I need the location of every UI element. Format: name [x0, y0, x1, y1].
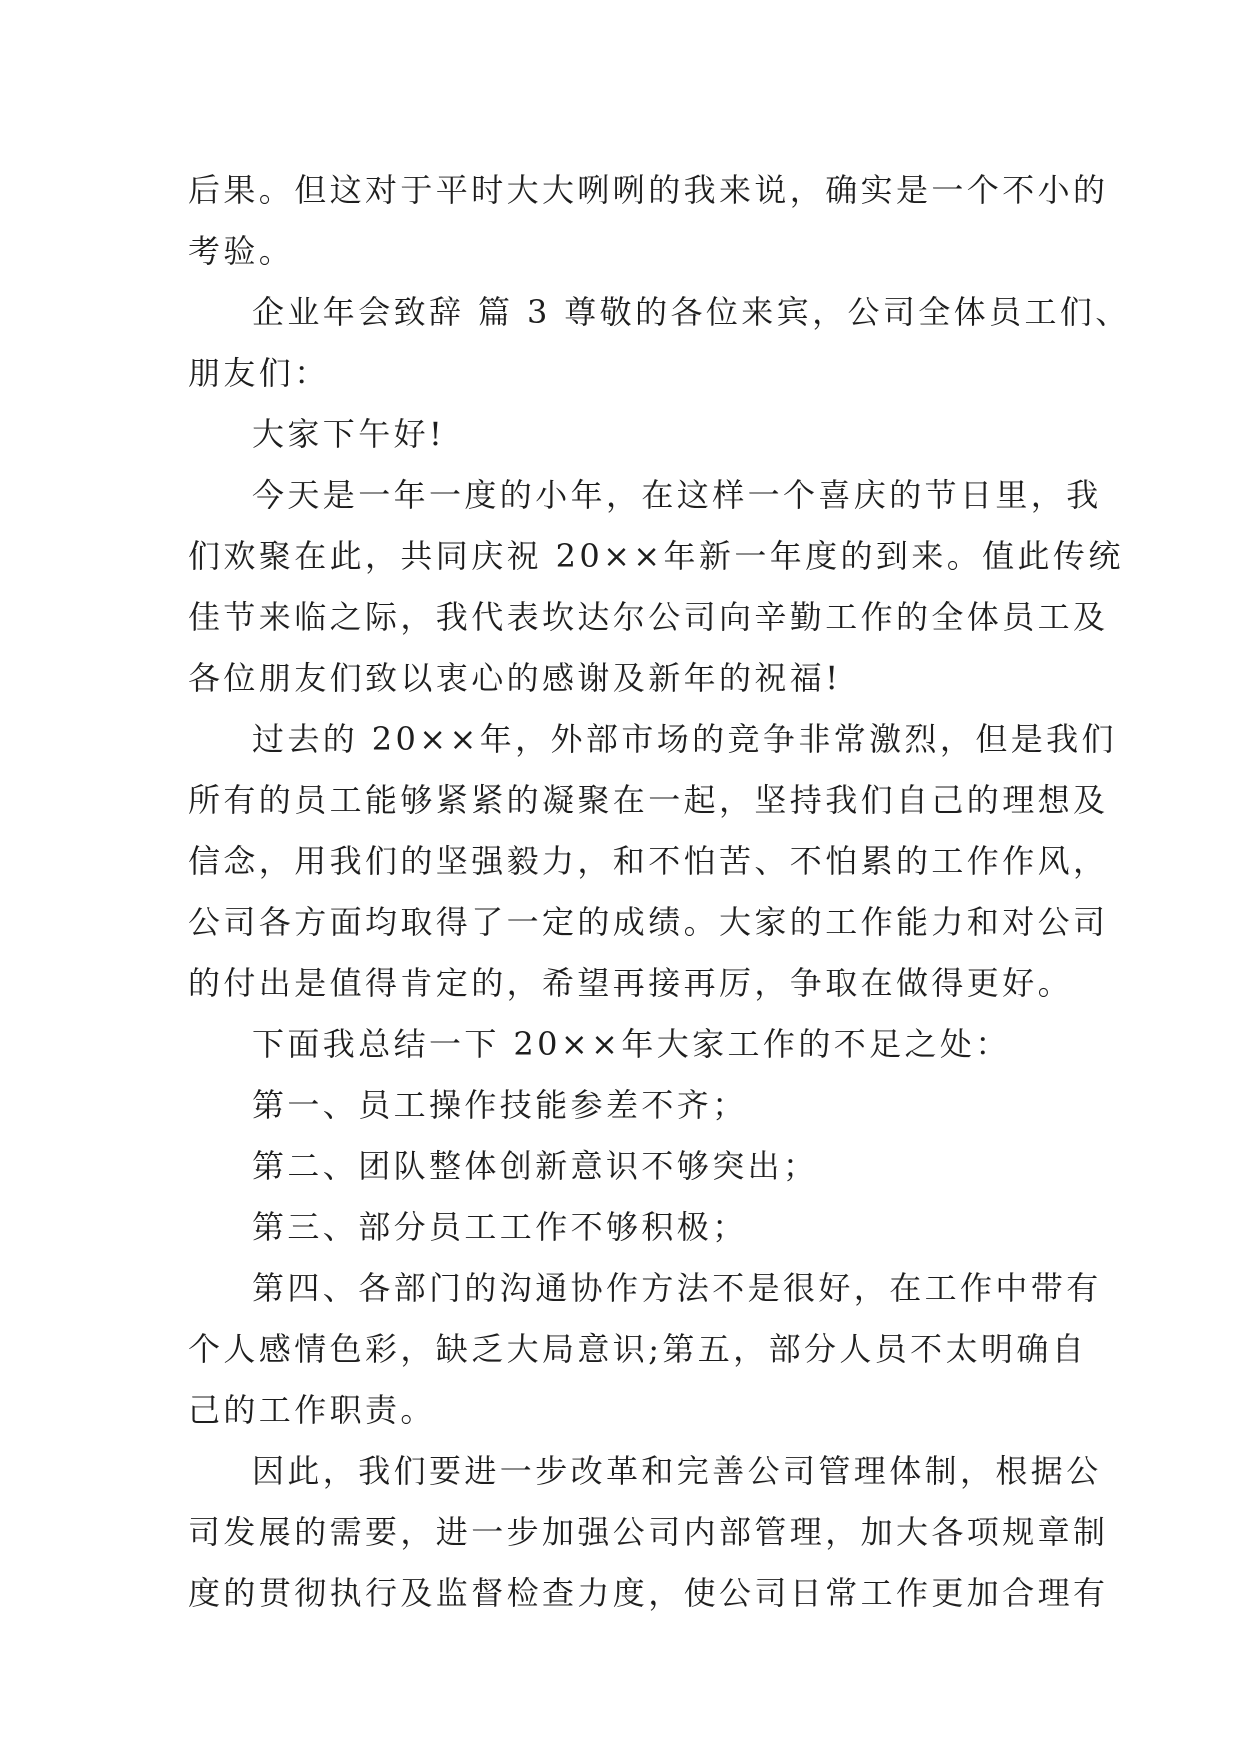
- text-line: 今天是一年一度的小年，在这样一个喜庆的节日里，我: [252, 476, 1102, 514]
- text-line: 己的工作职责。: [188, 1391, 436, 1429]
- document-body: [188, 160, 1131, 1624]
- text-line: 因此，我们要进一步改革和完善公司管理体制，根据公: [252, 1452, 1102, 1490]
- text-line: 所有的员工能够紧紧的凝聚在一起，坚持我们自己的理想及: [188, 781, 1109, 819]
- text-line: 公司各方面均取得了一定的成绩。大家的工作能力和对公司: [188, 903, 1109, 941]
- text-line: 各位朋友们致以衷心的感谢及新年的祝福!: [188, 659, 842, 697]
- greeting-line: 大家下午好!: [252, 415, 446, 453]
- text-line: 考验。: [188, 232, 295, 270]
- list-item-line: 第一、员工操作技能参差不齐；: [252, 1086, 748, 1124]
- text-line: 佳节来临之际，我代表坎达尔公司向辛勤工作的全体员工及: [188, 598, 1109, 636]
- text-line: 们欢聚在此，共同庆祝 20××年新一年度的到来。值此传统: [188, 537, 1124, 575]
- text-line: 个人感情色彩，缺乏大局意识;第五，部分人员不太明确自: [188, 1330, 1088, 1368]
- text-line: 朋友们：: [188, 354, 330, 392]
- text-line: 度的贯彻执行及监督检查力度，使公司日常工作更加合理有: [188, 1574, 1109, 1612]
- text-line: 下面我总结一下 20××年大家工作的不足之处：: [252, 1025, 1011, 1063]
- text-line: 过去的 20××年，外部市场的竞争非常激烈，但是我们: [252, 720, 1117, 758]
- list-item-line: 第四、各部门的沟通协作方法不是很好，在工作中带有: [252, 1269, 1102, 1307]
- text-line: 信念，用我们的坚强毅力，和不怕苦、不怕累的工作作风，: [188, 842, 1109, 880]
- text-line: 司发展的需要，进一步加强公司内部管理，加大各项规章制: [188, 1513, 1109, 1551]
- text-line: 后果。但这对于平时大大咧咧的我来说，确实是一个不小的: [188, 171, 1109, 209]
- text-line: 的付出是值得肯定的，希望再接再厉，争取在做得更好。: [188, 964, 1074, 1002]
- list-item-line: 第二、团队整体创新意识不够突出；: [252, 1147, 819, 1185]
- list-item-line: 第三、部分员工工作不够积极；: [252, 1208, 748, 1246]
- section-heading-line: 企业年会致辞 篇 3 尊敬的各位来宾，公司全体员工们、: [252, 293, 1131, 331]
